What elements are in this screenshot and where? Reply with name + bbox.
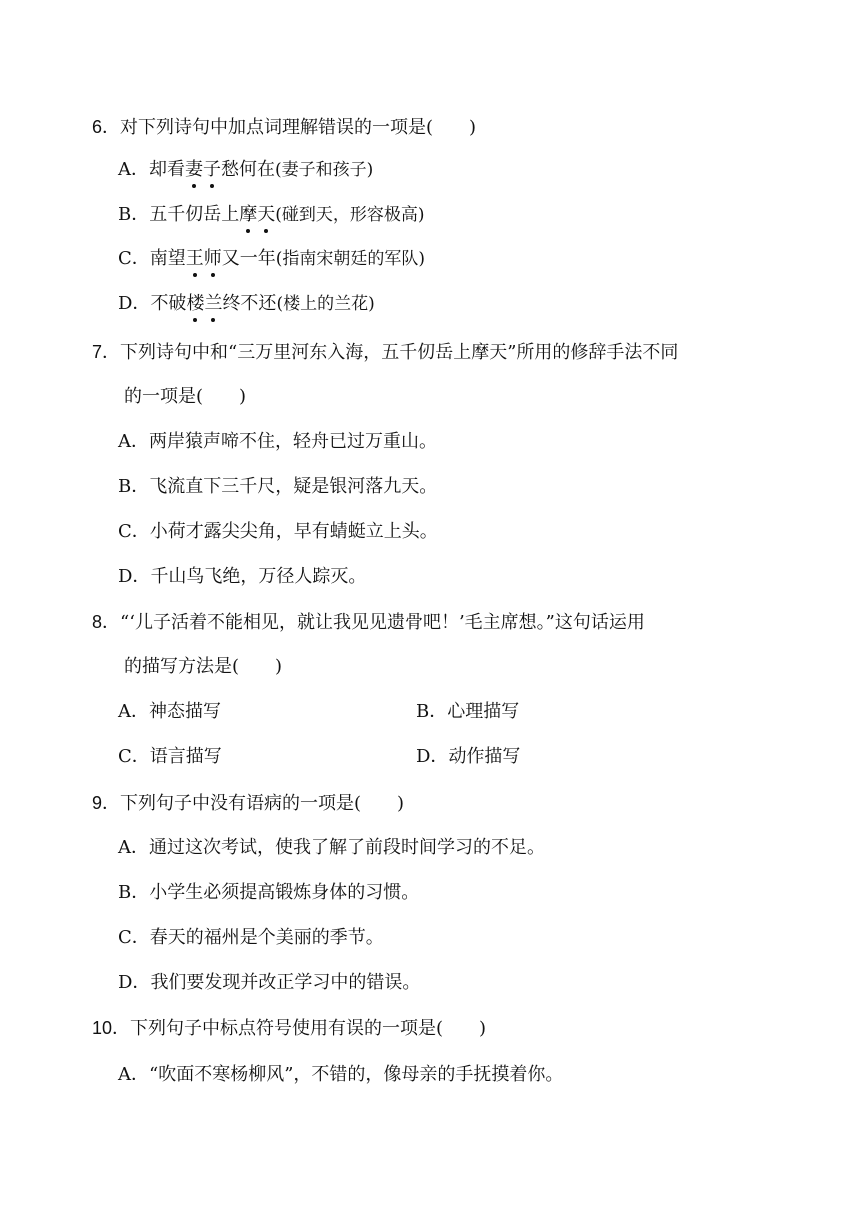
q6-option-b xyxy=(118,202,425,228)
q7-option-b xyxy=(118,474,437,500)
question-text: 的描写方法是( ) xyxy=(124,656,283,677)
option-label: B． xyxy=(118,476,150,497)
option-note: (楼上的兰花) xyxy=(276,294,375,314)
option-text: 春天的福州是个美丽的季节。 xyxy=(149,927,384,948)
option-text: 两岸猿声啼不住，轻舟已过万重山。 xyxy=(149,431,437,452)
option-text: 心理描写 xyxy=(447,701,520,722)
dotted-char: 师 xyxy=(204,246,222,272)
q6-option-d xyxy=(118,291,375,317)
q7-option-d xyxy=(118,564,366,590)
dotted-char: 王 xyxy=(186,246,204,272)
question-text: 的一项是( ) xyxy=(124,386,247,407)
dotted-char: 妻 xyxy=(185,157,203,183)
option-label: A． xyxy=(118,1064,149,1085)
option-text: 愁何在 xyxy=(221,159,275,180)
option-text: 神态描写 xyxy=(149,701,221,722)
q7-option-a xyxy=(118,429,437,455)
question-text: 下列句子中没有语病的一项是( ) xyxy=(120,793,405,814)
question-text: 下列诗句中和“三万里河东入海，五千仞岳上摩天”所用的修辞手法不同 xyxy=(120,342,679,363)
q8-option-c xyxy=(118,744,222,770)
dotted-char: 兰 xyxy=(204,291,222,317)
option-label: D． xyxy=(118,972,151,993)
option-text: “吹面不寒杨柳风”，不错的，像母亲的手抚摸着你。 xyxy=(149,1064,564,1085)
q8-option-a xyxy=(118,699,221,725)
option-label: C． xyxy=(118,927,150,948)
option-text: 飞流直下三千尺，疑是银河落九天。 xyxy=(149,476,438,497)
dotted-char: 天 xyxy=(257,202,275,228)
option-note: (碰到天，形容极高) xyxy=(275,205,425,225)
q9-option-c xyxy=(118,925,384,951)
option-label: D． xyxy=(416,746,449,767)
option-label: B． xyxy=(118,204,150,225)
question-8-stem xyxy=(92,609,645,636)
question-10-stem xyxy=(92,1015,486,1042)
option-text: 南望 xyxy=(149,248,186,269)
option-note: (妻子和孩子) xyxy=(275,160,374,180)
option-text: 却看 xyxy=(149,159,185,180)
option-label: A． xyxy=(118,701,149,722)
option-label: A． xyxy=(118,837,149,858)
dotted-char: 楼 xyxy=(186,291,204,317)
q8-option-b xyxy=(416,699,519,725)
q9-option-d xyxy=(118,970,420,996)
option-label: C． xyxy=(118,746,150,767)
option-text: 语言描写 xyxy=(149,746,222,767)
question-number: 8． xyxy=(92,612,121,632)
q6-option-a xyxy=(118,157,373,183)
question-text: “‘儿子活着不能相见，就让我见见遗骨吧！’毛主席想。”这句话运用 xyxy=(120,612,645,633)
question-7-stem-cont xyxy=(124,384,246,410)
option-text: 不破 xyxy=(150,293,187,314)
option-label: B． xyxy=(416,701,448,722)
q7-option-c xyxy=(118,519,438,545)
option-text: 我们要发现并改正学习中的错误。 xyxy=(150,972,421,993)
question-text: 下列句子中标点符号使用有误的一项是( ) xyxy=(130,1018,487,1039)
question-9-stem xyxy=(92,790,404,817)
option-text: 五千仞岳上 xyxy=(149,204,240,225)
question-number: 6． xyxy=(92,117,121,137)
question-6-stem xyxy=(92,114,476,141)
q10-option-a xyxy=(118,1062,563,1088)
option-label: C． xyxy=(118,248,150,269)
option-text: 动作描写 xyxy=(448,746,521,767)
option-text: 又一年 xyxy=(221,248,276,269)
question-number: 7． xyxy=(92,342,121,362)
dotted-char: 摩 xyxy=(239,202,257,228)
option-text: 千山鸟飞绝，万径人踪灭。 xyxy=(150,566,367,587)
dotted-char: 子 xyxy=(203,157,221,183)
option-text: 小荷才露尖尖角，早有蜻蜓立上头。 xyxy=(149,521,438,542)
option-label: A． xyxy=(118,431,149,452)
question-text: 对下列诗句中加点词理解错误的一项是( ) xyxy=(120,117,477,138)
q9-option-a xyxy=(118,835,545,861)
option-text: 终不还 xyxy=(222,293,277,314)
question-8-stem-cont xyxy=(124,654,282,680)
option-label: A． xyxy=(118,159,149,180)
option-label: D． xyxy=(118,566,151,587)
question-number: 9． xyxy=(92,793,121,813)
option-text: 通过这次考试，使我了解了前段时间学习的不足。 xyxy=(149,837,545,858)
question-number: 10． xyxy=(92,1018,131,1038)
option-label: D． xyxy=(118,293,151,314)
question-7-stem xyxy=(92,339,678,366)
q9-option-b xyxy=(118,880,419,906)
option-note: (指南宋朝廷的军队) xyxy=(275,249,426,269)
option-text: 小学生必须提高锻炼身体的习惯。 xyxy=(149,882,420,903)
option-label: B． xyxy=(118,882,150,903)
q8-option-d xyxy=(416,744,520,770)
q6-option-c xyxy=(118,246,425,272)
option-label: C． xyxy=(118,521,150,542)
